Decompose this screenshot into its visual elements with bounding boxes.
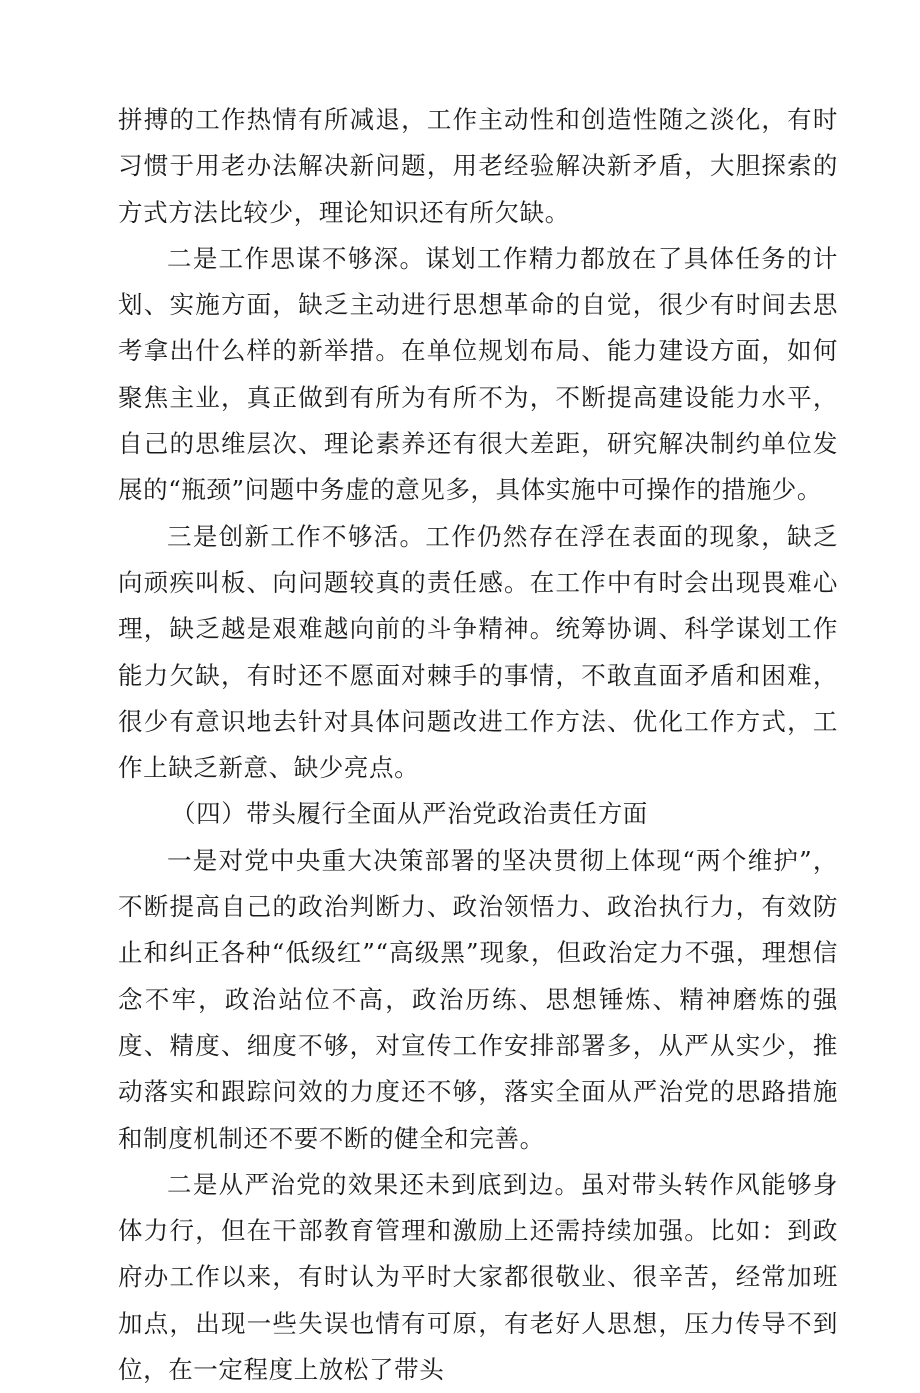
paragraph-work-planning: 二是工作思谋不够深。谋划工作精力都放在了具体任务的计划、实施方面，缺乏主动进行思想革命的自觉，很少有时间去思考拿出什么样的新举措。在单位规划布局、能力建设方面，如何聚焦主业，真正做到有所为有所不为，不断提高建设能力水平，自己的思维层次、理论素养还有很大差距，研究解决制约单位发展的“瓶颈”问题中务虚的意见多，具体实施中可操作的措施少。 bbox=[118, 243, 838, 505]
document-body bbox=[118, 97, 838, 1393]
paragraph-continued: 拼搏的工作热情有所减退，工作主动性和创造性随之淡化，有时习惯于用老办法解决新问题，用老经验解决新矛盾，大胆探索的方式方法比较少，理论知识还有所欠缺。 bbox=[118, 105, 838, 227]
paragraph-two-safeguards: 一是对党中央重大决策部署的坚决贯彻上体现“两个维护”，不断提高自己的政治判断力、政治领悟力、政治执行力，有效防止和纠正各种“低级红”“高级黑”现象，但政治定力不强，理想信念不牢，政治站位不高，政治历练、思想锤炼、精神磨炼的强度、精度、细度不够，对宣传工作安排部署多，从严从实少，推动落实和跟踪问效的力度还不够，落实全面从严治党的思路措施和制度机制还不要不断的健全和完善。 bbox=[118, 845, 838, 1153]
paragraph-party-discipline: 二是从严治党的效果还未到底到边。虽对带头转作风能够身体力行，但在干部教育管理和激励上还需持续加强。比如：到政府办工作以来，有时认为平时大家都很敬业、很辛苦，经常加班加点，出现一些失误也情有可原，有老好人思想，压力传导不到位，在一定程度上放松了带头 bbox=[118, 1169, 838, 1385]
section-heading-four: （四）带头履行全面从严治党政治责任方面 bbox=[171, 799, 648, 829]
paragraph-innovation: 三是创新工作不够活。工作仍然存在浮在表面的现象，缺乏向顽疾叫板、向问题较真的责任感。在工作中有时会出现畏难心理，缺乏越是艰难越向前的斗争精神。统筹协调、科学谋划工作能力欠缺，有时还不愿面对棘手的事情，不敢直面矛盾和困难，很少有意识地去针对具体问题改进工作方法、优化工作方式，工作上缺乏新意、缺少亮点。 bbox=[118, 521, 838, 783]
